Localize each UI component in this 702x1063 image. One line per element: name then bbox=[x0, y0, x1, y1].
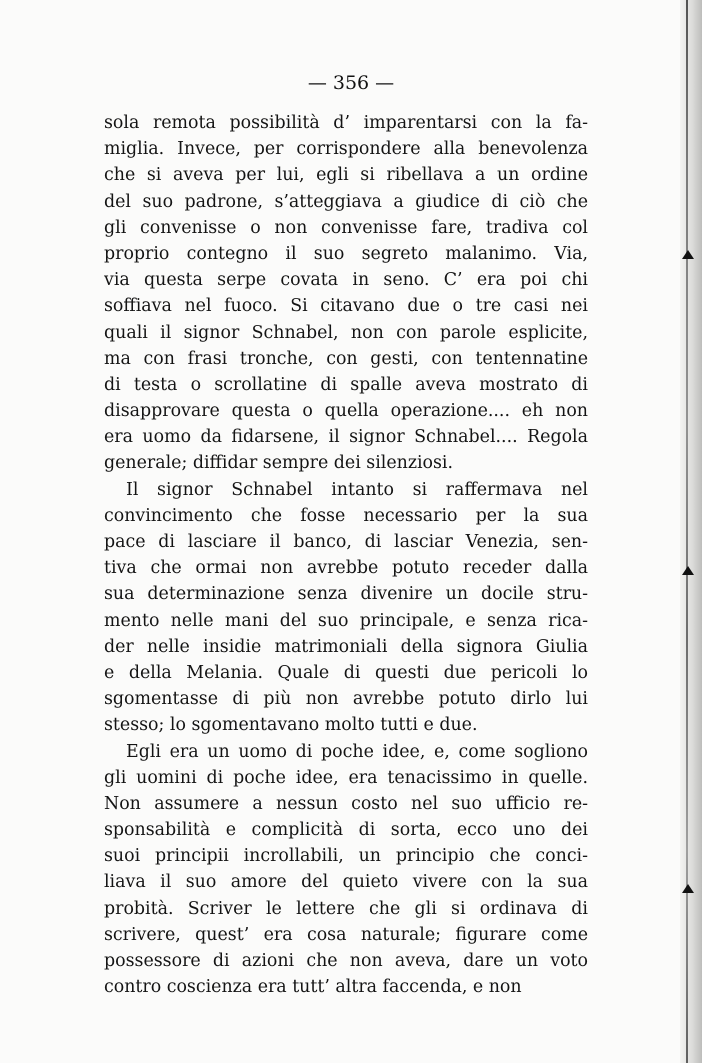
text-line: via questa serpe covata in seno. C’ era poi chi bbox=[104, 270, 588, 291]
text-line: convincimento che fosse necessario per la sua bbox=[104, 505, 588, 526]
text-line: ma con frasi tronche, con gesti, con tentennatine bbox=[104, 348, 588, 369]
text-line: che si aveva per lui, egli si ribellava a un ordine bbox=[104, 165, 588, 186]
text-line: possessore di azioni che non aveva, dare un voto bbox=[104, 951, 588, 971]
text-line: quali il signor Schnabel, non con parole esplicite, bbox=[104, 322, 588, 343]
text-line: Egli era un uomo di poche idee, e, come sogliono bbox=[126, 741, 588, 762]
text-line: disapprovare questa o quella operazione.... eh non bbox=[104, 401, 588, 422]
text-line: era uomo da fidarsene, il signor Schnabel.... Regola bbox=[104, 427, 588, 448]
text-line: contro coscienza era tutt’ altra faccenda, e non bbox=[104, 977, 522, 998]
text-line: soffiava nel fuoco. Si citavano due o tre casi nei bbox=[104, 296, 588, 317]
text-line: generale; diffidar sempre dei silenziosi. bbox=[104, 453, 454, 474]
text-line: sponsabilità e complicità di sorta, ecco uno dei bbox=[104, 820, 588, 841]
text-line: der nelle insidie matrimoniali della signora Giulia bbox=[104, 636, 588, 657]
gutter-mark bbox=[682, 250, 694, 259]
text-line: miglia. Invece, per corrispondere alla benevolenza bbox=[104, 139, 588, 160]
paragraph bbox=[104, 110, 588, 477]
text-line: sua determinazione senza divenire un docile stru- bbox=[104, 584, 588, 605]
text-line: e della Melania. Quale di questi due pericoli lo bbox=[104, 662, 588, 683]
text-line: pace di lasciare il banco, di lasciar Venezia, sen- bbox=[104, 532, 588, 552]
text-line: di testa o scrollatine di spalle aveva mostrato di bbox=[104, 374, 588, 395]
gutter-mark bbox=[682, 884, 694, 893]
text-line: scrivere, quest’ era cosa naturale; figurare come bbox=[104, 924, 588, 945]
text-line: mento nelle mani del suo principale, e senza rica- bbox=[104, 610, 588, 631]
text-line: gli convenisse o non convenisse fare, tradiva col bbox=[104, 217, 588, 238]
text-line: Non assumere a nessun costo nel suo ufficio re- bbox=[104, 793, 588, 814]
text-line: Il signor Schnabel intanto si raffermava nel bbox=[126, 479, 588, 500]
book-spine-shadow bbox=[680, 0, 702, 1063]
text-line: tiva che ormai non avrebbe potuto receder dalla bbox=[104, 558, 588, 579]
body-text bbox=[104, 110, 588, 1000]
page-number: — 356 — bbox=[307, 72, 395, 94]
paragraph bbox=[104, 477, 588, 739]
text-line: del suo padrone, s’atteggiava a giudice di ciò che bbox=[104, 191, 588, 212]
gutter-mark bbox=[682, 566, 694, 575]
text-line: suoi principii incrollabili, un principio che conci- bbox=[104, 846, 588, 867]
text-line: sola remota possibilità d’ imparentarsi con la fa- bbox=[104, 113, 588, 133]
text-line: proprio contegno il suo segreto malanimo. Via, bbox=[104, 243, 588, 264]
text-line: sgomentasse di più non avrebbe potuto dirlo lui bbox=[104, 689, 588, 710]
text-line: liava il suo amore del quieto vivere con la sua bbox=[104, 872, 588, 893]
text-line: stesso; lo sgomentavano molto tutti e due. bbox=[104, 715, 478, 736]
book-gutter-line bbox=[686, 0, 688, 1063]
text-line: probità. Scriver le lettere che gli si ordinava di bbox=[104, 898, 588, 919]
text-line: gli uomini di poche idee, era tenacissimo in quelle. bbox=[104, 767, 588, 788]
paragraph bbox=[104, 739, 588, 1001]
